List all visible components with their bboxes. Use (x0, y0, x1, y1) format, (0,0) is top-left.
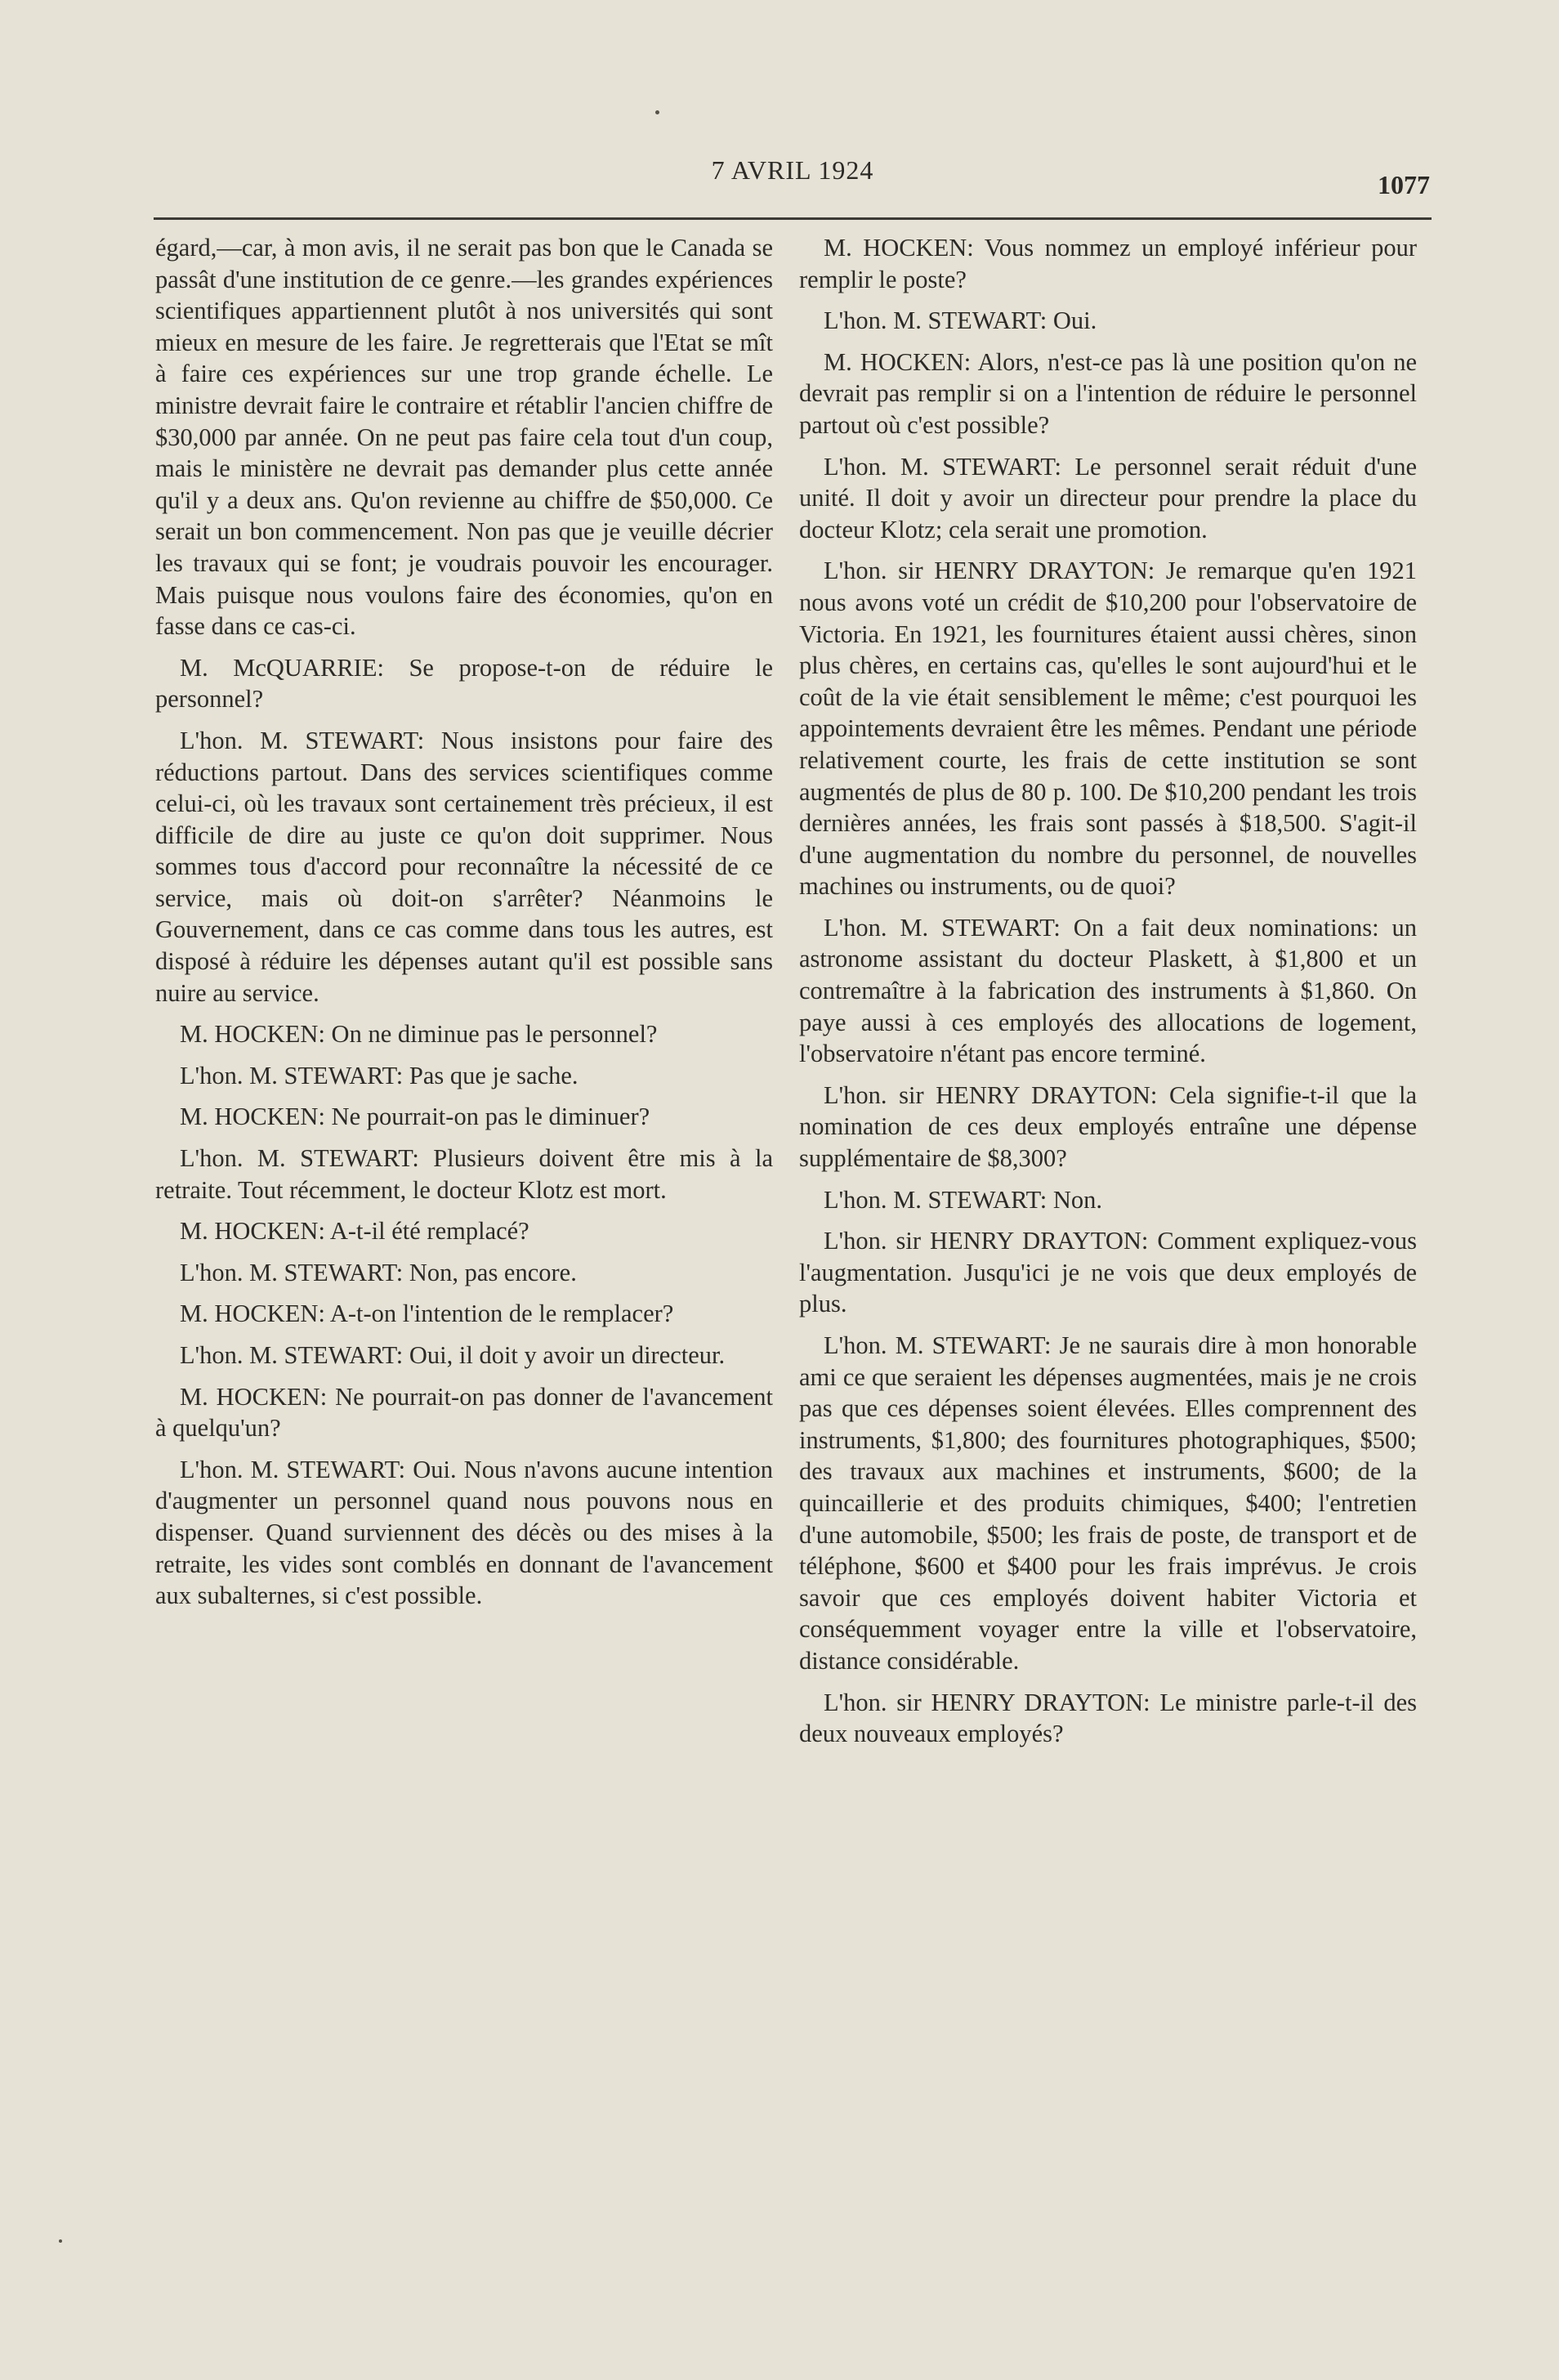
paragraph: L'hon. M. STEWART: Nous insistons pour faire des réductions partout. Dans des services scientifiques comme celui-ci, où les travaux sont certainement très précieux, il est difficile de dire au juste ce qu'on doit supprimer. Nous sommes tous d'accord pour reconnaître la nécessité de ce service, mais où doit-on s'arrêter? Néanmoins le Gouvernement, dans ce cas comme dans tous les autres, est disposé à réduire les dépenses autant qu'il est possible sans nuire au service. (155, 726, 773, 1007)
header-rule (154, 217, 1432, 220)
page-speck (59, 2239, 62, 2243)
paragraph: M. McQUARRIE: Se propose-t-on de réduire le personnel? (155, 653, 773, 714)
paragraph: L'hon. M. STEWART: Non, pas encore. (180, 1258, 577, 1286)
paragraph: M. HOCKEN: Ne pourrait-on pas donner de l'avancement à quelqu'un? (155, 1382, 773, 1443)
paragraph: L'hon. M. STEWART: Oui. (824, 306, 1097, 335)
page-header (155, 155, 1430, 204)
paragraph: M. HOCKEN: A-t-il été remplacé? (180, 1217, 529, 1246)
page-speck (655, 110, 659, 114)
header-date: 7 AVRIL 1924 (711, 155, 874, 185)
paragraph: M. HOCKEN: A-t-on l'intention de le remplacer? (180, 1300, 674, 1328)
paragraph: L'hon. M. STEWART: Oui, il doit y avoir un directeur. (180, 1341, 726, 1369)
paragraph: égard,—car, à mon avis, il ne serait pas bon que le Canada se passât d'une institution de ce genre.—les grandes expériences scientifiques appartiennent plutôt à nos universités qui sont mieux en mesure de les faire. Je regretterais que l'Etat se mît à faire ces expériences sur une trop grande échelle. Le ministre devrait faire le contraire et rétablir l'ancien chiffre de $30,000 par année. On ne peut pas faire cela tout d'un coup, mais le ministère ne devrait pas demander plus cette année qu'il y a deux ans. Qu'on revienne au chiffre de $50,000. Ce serait un bon commencement. Non pas que je veuille décrier les travaux qui se font; je voudrais pouvoir les encourager. Mais puisque nous voulons faire des économies, qu'on en fasse dans ce cas-ci. (155, 234, 773, 641)
paragraph: L'hon. M. STEWART: On a fait deux nominations: un astronome assistant du docteur Plaskett, à $1,800 et un contremaître à la fabrication des instruments à $1,860. On paye aussi à ces employés des allocations de logement, l'observatoire n'étant pas encore terminé. (799, 913, 1417, 1068)
paragraph: L'hon. sir HENRY DRAYTON: Je remarque qu'en 1921 nous avons voté un crédit de $10,200 pour l'observatoire de Victoria. En 1921, les fournitures étaient aussi chères, sinon plus chères, en certains cas, qu'elles le sont aujourd'hui et le coût de la vie était sensiblement le même; c'est pourquoi les appointements devraient être les mêmes. Pendant une période relativement courte, les frais de cette institution se sont augmentés de plus de 80 p. 100. De $10,200 pendant les trois dernières années, les frais sont passés à $18,500. S'agit-il d'une augmentation du nombre du personnel, de nouvelles machines ou instruments, ou de quoi? (799, 557, 1417, 901)
paragraph: L'hon. sir HENRY DRAYTON: Comment expliquez-vous l'augmentation. Jusqu'ici je ne vois que deux employés de plus. (799, 1227, 1417, 1318)
paragraph: L'hon. M. STEWART: Plusieurs doivent être mis à la retraite. Tout récemment, le docteur Klotz est mort. (155, 1144, 773, 1204)
right-column (799, 232, 1417, 1760)
paragraph: L'hon. M. STEWART: Le personnel serait réduit d'une unité. Il doit y avoir un directeur pour prendre la place du docteur Klotz; cela serait une promotion. (799, 452, 1417, 544)
paragraph: L'hon. M. STEWART: Non. (824, 1185, 1103, 1214)
paragraph: M. HOCKEN: Alors, n'est-ce pas là une position qu'on ne devrait pas remplir si on a l'intention de réduire le personnel partout où c'est possible? (799, 347, 1417, 439)
paragraph: L'hon. M. STEWART: Oui. Nous n'avons aucune intention d'augmenter un personnel quand nous pouvons nous en dispenser. Quand surviennent des décès ou des mises à la retraite, les vides sont comblés en donnant de l'avancement aux subalternes, si c'est possible. (155, 1455, 773, 1610)
paragraph: L'hon. M. STEWART: Je ne saurais dire à mon honorable ami ce que seraient les dépenses augmentées, mais je ne crois pas que ces dépenses soient élevées. Elles comprennent des instruments, $1,800; des fournitures photographiques, $500; des travaux aux machines et instruments, $600; de la quincaillerie et des produits chimiques, $400; l'entretien d'une automobile, $500; les frais de poste, de transport et de téléphone, $600 et $400 pour les frais imprévus. Je crois savoir que ces employés doivent habiter Victoria et conséquemment voyager entre la ville et l'observatoire, distance considérable. (799, 1331, 1417, 1675)
paragraph: L'hon. sir HENRY DRAYTON: Le ministre parle-t-il des deux nouveaux employés? (799, 1688, 1417, 1748)
left-column (155, 232, 773, 1622)
paragraph: L'hon. M. STEWART: Pas que je sache. (180, 1061, 578, 1089)
paragraph: M. HOCKEN: Ne pourrait-on pas le diminuer? (180, 1103, 650, 1131)
paragraph: M. HOCKEN: Vous nommez un employé inférieur pour remplir le poste? (799, 234, 1417, 293)
paragraph: L'hon. sir HENRY DRAYTON: Cela signifie-t-il que la nomination de ces deux employés entraîne une dépense supplémentaire de $8,300? (799, 1080, 1417, 1173)
page-number: 1077 (1378, 170, 1430, 199)
paragraph: M. HOCKEN: On ne diminue pas le personnel? (180, 1020, 658, 1049)
